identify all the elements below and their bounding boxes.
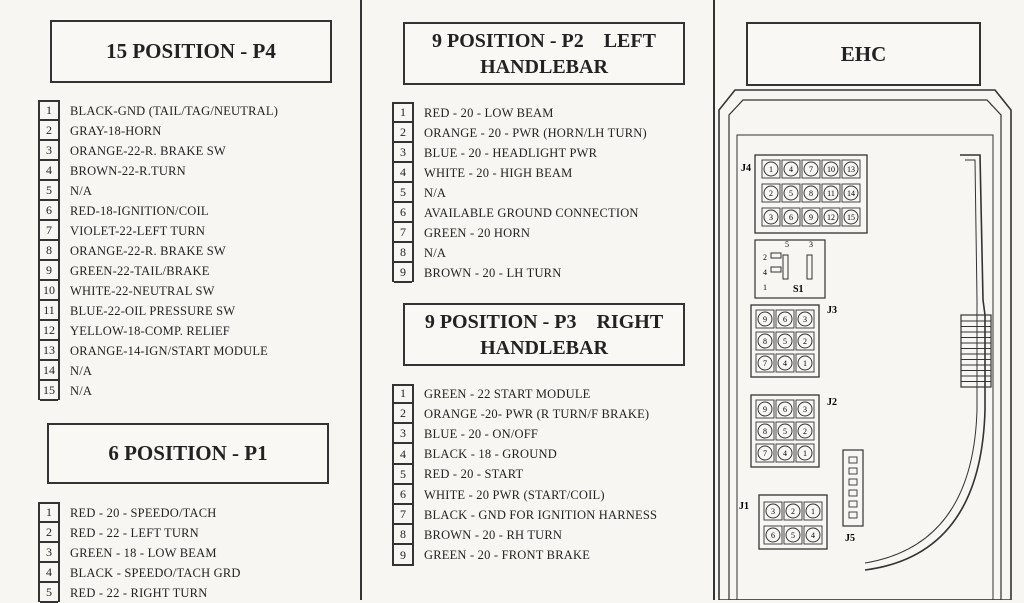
pin-label: 3 [769, 213, 773, 222]
pin-row [40, 241, 226, 261]
pin-description: GREEN - 20 HORN [424, 225, 531, 240]
pin-description: RED - 22 - RIGHT TURN [70, 585, 208, 600]
pin-number: 2 [40, 523, 58, 543]
pin-label: 5 [789, 189, 793, 198]
pin-row [40, 101, 278, 121]
pin-description: BLUE-22-OIL PRESSURE SW [70, 303, 236, 318]
pin-row [40, 181, 92, 201]
pin-number: 2 [394, 404, 412, 424]
pin-description: N/A [424, 245, 447, 260]
pin-description: N/A [70, 363, 93, 378]
pin-label: 9 [763, 405, 767, 414]
pin-number: 15 [40, 381, 58, 401]
pin-label: 5 [791, 531, 795, 540]
pin-row [394, 465, 523, 485]
pin-row [394, 445, 557, 465]
pin-label: 9 [809, 213, 813, 222]
pin-description: GREEN-22-TAIL/BRAKE [70, 263, 210, 278]
j2-label: J2 [827, 397, 837, 408]
pin-row [40, 281, 215, 301]
pin-description: WHITE - 20 PWR (START/COIL) [424, 487, 605, 502]
pin-label: 3 [803, 315, 807, 324]
pin-label: 1 [769, 165, 773, 174]
pin-description: BLACK - GND FOR IGNITION HARNESS [424, 507, 658, 522]
pin-description: GREEN - 18 - LOW BEAM [70, 545, 217, 560]
pin-label: 4 [783, 449, 787, 458]
ehc-title: EHC [840, 41, 887, 66]
switch-contact [771, 253, 781, 258]
pin-row [40, 543, 217, 563]
pin-number: 6 [394, 485, 412, 505]
pin-number: 7 [394, 505, 412, 525]
pin-number: 4 [394, 163, 412, 183]
pin-description: RED - 20 - LOW BEAM [424, 105, 554, 120]
pin-description: WHITE-22-NEUTRAL SW [70, 283, 215, 298]
pin-number: 8 [394, 243, 412, 263]
p1-title-box [47, 423, 329, 484]
pin-description: YELLOW-18-COMP. RELIEF [70, 323, 230, 338]
pin-description: GREEN - 20 - FRONT BRAKE [424, 548, 591, 563]
p4-title-box [50, 20, 332, 83]
pin-row [40, 341, 268, 361]
switch-pin-label: 3 [809, 240, 813, 249]
pin-row [394, 203, 639, 223]
pin-row [40, 261, 210, 281]
pin-row [394, 263, 561, 283]
j5-label: J5 [845, 533, 855, 544]
pin-description: ORANGE-14-IGN/START MODULE [70, 343, 268, 358]
pin-label: 3 [771, 507, 775, 516]
pin-row [40, 161, 186, 181]
pin-row [394, 243, 446, 263]
pin-row [394, 183, 446, 203]
pin-description: BROWN - 20 - RH TURN [424, 527, 563, 542]
j5-terminal [849, 501, 857, 507]
pin-description: GRAY-18-HORN [70, 123, 162, 138]
pin-label: 6 [789, 213, 793, 222]
pin-label: 9 [763, 315, 767, 324]
p4-title: 15 POSITION - P4 [106, 39, 276, 63]
pin-number: 7 [40, 221, 58, 241]
pin-description: N/A [424, 185, 447, 200]
pin-description: ORANGE-22-R. BRAKE SW [70, 243, 226, 258]
pin-description: WHITE - 20 - HIGH BEAM [424, 165, 573, 180]
pin-label: 2 [803, 337, 807, 346]
pin-label: 6 [783, 405, 787, 414]
pin-label: 2 [791, 507, 795, 516]
j1-label: J1 [739, 501, 749, 512]
pin-label: 15 [847, 213, 855, 222]
pin-number: 3 [394, 143, 412, 163]
j4-label: J4 [741, 163, 751, 174]
pin-label: 2 [803, 427, 807, 436]
pin-label: 8 [763, 427, 767, 436]
pin-label: 7 [763, 359, 767, 368]
pin-description: VIOLET-22-LEFT TURN [70, 223, 206, 238]
pin-description: BLACK - 18 - GROUND [424, 447, 557, 462]
pin-number: 2 [40, 121, 58, 141]
pin-description: RED - 22 - LEFT TURN [70, 525, 199, 540]
pin-row [394, 424, 538, 444]
switch-pin-label: 5 [785, 240, 789, 249]
pin-row [394, 384, 591, 404]
pin-number: 8 [40, 241, 58, 261]
pin-description: RED - 20 - START [424, 467, 524, 482]
p2-title-line1: 9 POSITION - P2 LEFT [432, 29, 656, 52]
pin-description: ORANGE - 20 - PWR (HORN/LH TURN) [424, 125, 647, 140]
p2-title-box [403, 22, 685, 85]
pin-description: RED-18-IGNITION/COIL [70, 203, 209, 218]
pin-row [394, 163, 572, 183]
pin-row [40, 503, 216, 523]
pin-description: BLUE - 20 - HEADLIGHT PWR [424, 145, 598, 160]
pin-number: 3 [40, 543, 58, 563]
pin-number: 3 [394, 424, 412, 444]
pin-number: 1 [40, 503, 58, 523]
pin-row [40, 301, 235, 321]
pin-row [40, 361, 92, 381]
pin-label: 7 [809, 165, 813, 174]
pin-label: 11 [827, 189, 835, 198]
pin-number: 6 [394, 203, 412, 223]
pin-row [394, 546, 590, 566]
pin-number: 12 [40, 321, 58, 341]
pin-label: 7 [763, 449, 767, 458]
pin-row [394, 223, 530, 243]
pin-description: ORANGE -20- PWR (R TURN/F BRAKE) [424, 406, 650, 421]
pin-row [394, 485, 605, 505]
pin-number: 10 [40, 281, 58, 301]
pin-number: 9 [394, 546, 412, 566]
pin-number: 8 [394, 525, 412, 545]
pin-description: N/A [70, 383, 93, 398]
pin-number: 1 [40, 101, 58, 121]
j5-terminal [849, 468, 857, 474]
switch-contact [807, 255, 812, 279]
p1-title: 6 POSITION - P1 [108, 441, 268, 465]
pin-label: 1 [803, 449, 807, 458]
pin-label: 10 [827, 165, 835, 174]
j5-terminal [849, 457, 857, 463]
pin-row [40, 141, 226, 161]
pin-row [394, 143, 597, 163]
pin-description: BLACK-GND (TAIL/TAG/NEUTRAL) [70, 103, 279, 118]
pin-number: 9 [40, 261, 58, 281]
switch-contact [783, 255, 788, 279]
pin-number: 1 [394, 384, 412, 404]
pin-label: 5 [783, 427, 787, 436]
pin-label: 6 [783, 315, 787, 324]
switch-pin-label: 1 [763, 283, 767, 292]
p3-title-line2: HANDLEBAR [480, 336, 608, 359]
pin-label: 4 [789, 165, 793, 174]
pin-row [394, 103, 554, 123]
pin-label: 4 [811, 531, 815, 540]
pin-description: RED - 20 - SPEEDO/TACH [70, 505, 217, 520]
pin-row [394, 404, 649, 424]
pin-description: N/A [70, 183, 93, 198]
pin-row [40, 201, 209, 221]
pin-row [40, 381, 92, 401]
pin-description: GREEN - 22 START MODULE [424, 386, 591, 401]
switch-contact [771, 267, 781, 272]
pin-number: 4 [394, 445, 412, 465]
pin-label: 2 [769, 189, 773, 198]
pin-row [394, 525, 562, 545]
p3-title-box [403, 303, 685, 366]
pin-label: 13 [847, 165, 855, 174]
ehc-module-diagram [715, 85, 1015, 600]
pin-label: 6 [771, 531, 775, 540]
pin-number: 2 [394, 123, 412, 143]
pin-number: 1 [394, 103, 412, 123]
pin-number: 11 [40, 301, 58, 321]
j5-connector [843, 450, 863, 526]
p3-title-line1: 9 POSITION - P3 RIGHT [424, 310, 664, 333]
switch-pin-label: 4 [763, 268, 767, 277]
p2-title-line2: HANDLEBAR [480, 55, 608, 78]
pin-row [394, 505, 657, 525]
s1-label: S1 [793, 284, 804, 295]
pin-description: ORANGE-22-R. BRAKE SW [70, 143, 226, 158]
j5-terminal [849, 512, 857, 518]
j3-label: J3 [827, 305, 837, 316]
pin-label: 5 [783, 337, 787, 346]
pin-number: 9 [394, 263, 412, 283]
pin-label: 8 [763, 337, 767, 346]
pin-number: 6 [40, 201, 58, 221]
pin-number: 5 [40, 181, 58, 201]
j5-terminal [849, 479, 857, 485]
pin-label: 4 [783, 359, 787, 368]
pin-row [40, 583, 207, 603]
pin-row [40, 321, 230, 341]
switch-pin-label: 2 [763, 253, 767, 262]
ehc-title-box [746, 22, 981, 86]
pin-row [40, 121, 162, 141]
pin-label: 1 [803, 359, 807, 368]
pin-number: 5 [40, 583, 58, 603]
pin-description: AVAILABLE GROUND CONNECTION [424, 205, 639, 220]
column-divider-left [360, 0, 362, 600]
pin-label: 3 [803, 405, 807, 414]
pin-number: 5 [394, 465, 412, 485]
pin-description: BLACK - SPEEDO/TACH GRD [70, 565, 241, 580]
pin-number: 4 [40, 161, 58, 181]
pin-description: BROWN-22-R.TURN [70, 163, 186, 178]
pin-label: 14 [847, 189, 855, 198]
pin-description: BROWN - 20 - LH TURN [424, 265, 562, 280]
pin-row [394, 123, 647, 143]
pin-row [40, 563, 241, 583]
harness-cable [865, 155, 985, 570]
pin-number: 7 [394, 223, 412, 243]
j5-terminal [849, 490, 857, 496]
pin-label: 12 [827, 213, 835, 222]
pin-label: 8 [809, 189, 813, 198]
pin-number: 4 [40, 563, 58, 583]
pin-number: 14 [40, 361, 58, 381]
pin-row [40, 221, 205, 241]
pin-row [40, 523, 199, 543]
pin-number: 13 [40, 341, 58, 361]
pin-description: BLUE - 20 - ON/OFF [424, 426, 539, 441]
pin-number: 5 [394, 183, 412, 203]
pin-number: 3 [40, 141, 58, 161]
pin-label: 1 [811, 507, 815, 516]
